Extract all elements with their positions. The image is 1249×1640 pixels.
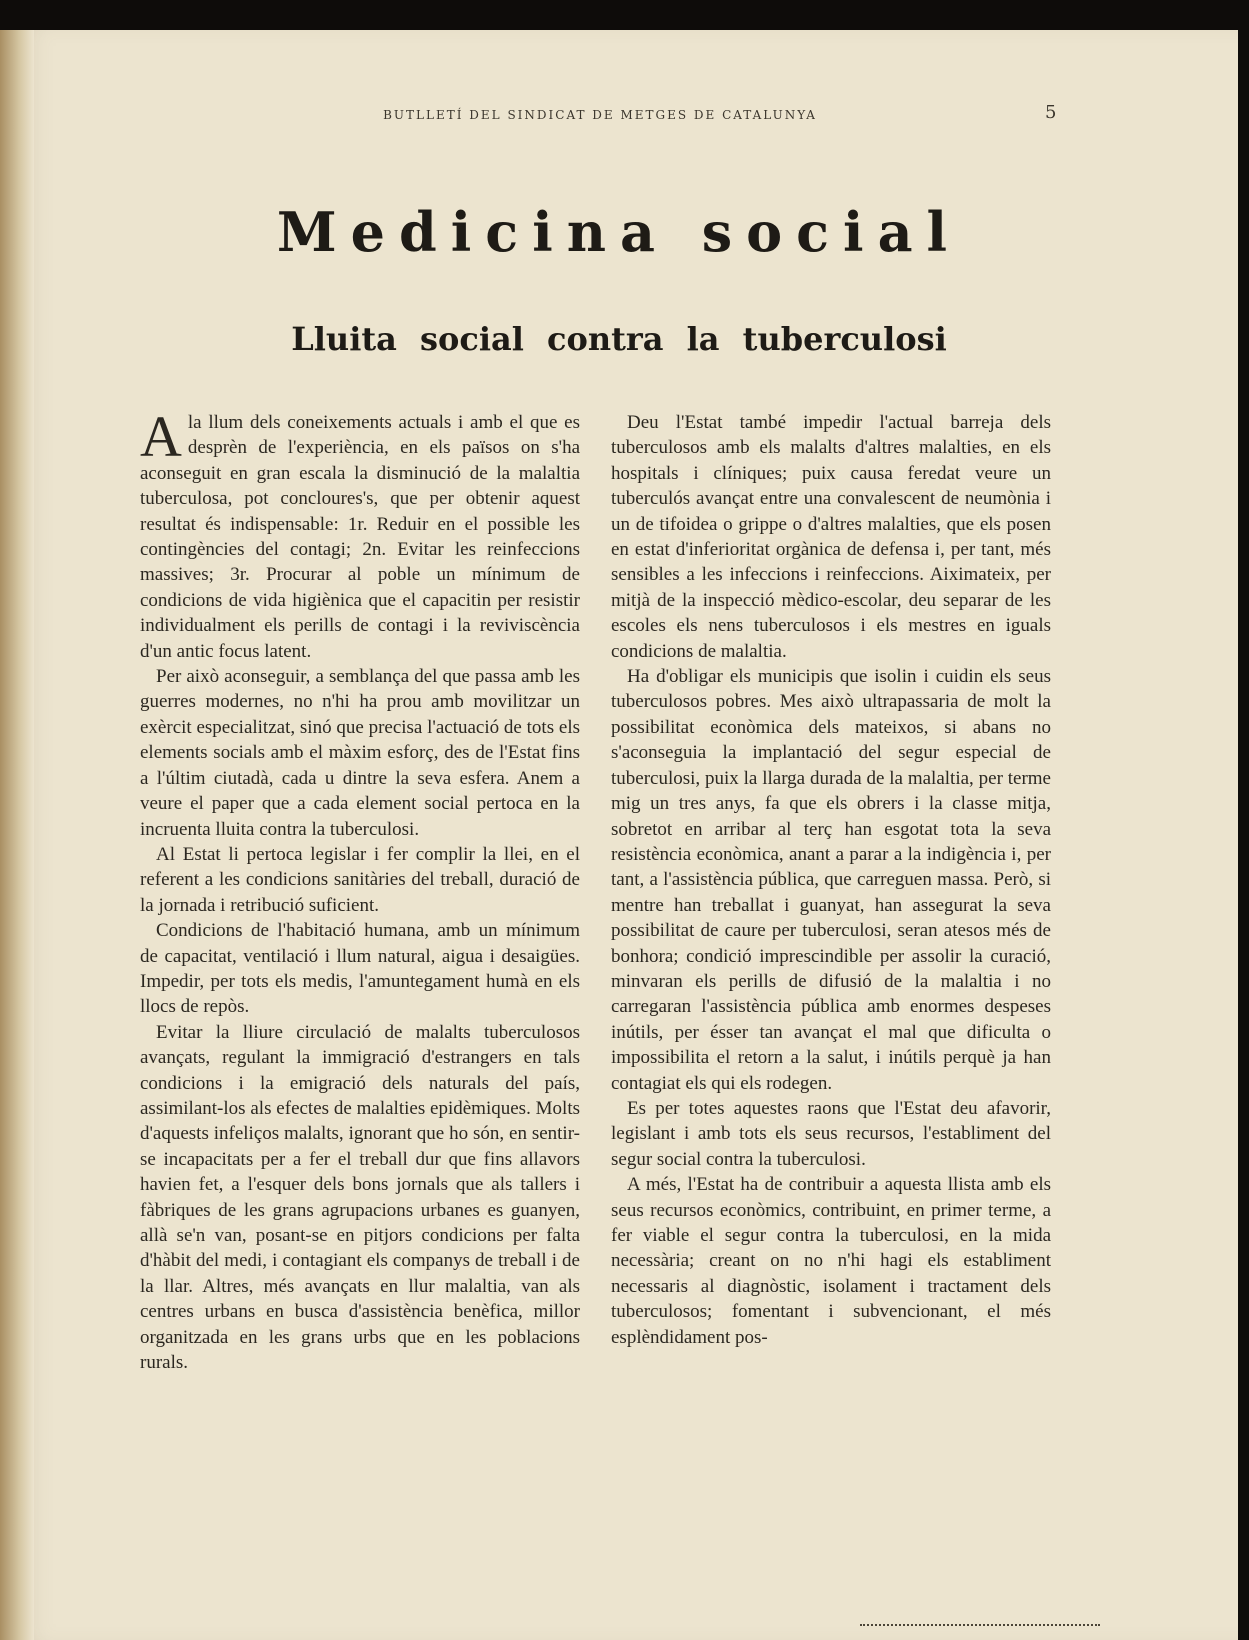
paragraph: Deu l'Estat també impedir l'actual barreja dels tuberculosos amb els malalts d'altres malalties, en els hospitals i clíniques; puix causa feredat veure un tuberculós avançat entre una convalescent de neumònia i un de tifoidea o grippe o d'altres malalties, que els posen en estat d'inferioritat orgànica de defensa i, per tant, més sensibles a les infeccions i reinfeccions. Aiximateix, per mitjà de la inspecció mèdico-escolar, deu separar de les escoles els nens tuberculosos i els mestres en iguals condicions de malaltia. xyxy=(611,412,1051,662)
page-number: 5 xyxy=(1045,102,1057,123)
right-column xyxy=(611,410,1051,1350)
paragraph: Per això aconseguir, a semblança del que passa amb les guerres modernes, no n'hi ha prou amb movilitzar un exèrcit especialitzat, sinó que precisa l'actuació de tots els elements socials amb el màxim esforç, des de l'Estat fins a l'últim ciutadà, cada u dintre la seva esfera. Anem a veure el paper que a cada element social pertoca en la incruenta lluita contra la tuberculosi. xyxy=(140,666,580,840)
paragraph: Al Estat li pertoca legislar i fer complir la llei, en el referent a les condicions sanitàries del treball, duració de la jornada i retribució suficient. xyxy=(140,843,580,916)
paragraph: A més, l'Estat ha de contribuir a aquesta llista amb els seus recursos econòmics, contribuint, en primer terme, a fer viable el segur contra la tuberculosi, en la mida necessària; creant on no n'hi hagi els establiment necessaris al diagnòstic, isolament i tractament dels tuberculosos; fomentant i subvencionant, el més esplèndidament pos- xyxy=(611,1174,1051,1348)
running-head: BUTLLETÍ DEL SINDICAT DE METGES DE CATALUNYA xyxy=(383,108,817,122)
paragraph: Condicions de l'habitació humana, amb un mínimum de capacitat, ventilació i llum natural, aigua i desaigües. Impedir, per tots els medis, l'amuntegament humà en els llocs de repòs. xyxy=(140,920,580,1018)
paragraph: Evitar la lliure circulació de malalts tuberculosos avançats, regulant la immigració d'estrangers en tals condicions i la emigració dels naturals del país, assimilant-los als efectes de malalties epidèmiques. Molts d'aquests infeliços malalts, ignorant que ho són, en sentir-se incapacitats per a fer el treball dur que fins allavors havien fet, a l'esquer dels bons jornals que als tallers i fàbriques de les grans agrupacions urbanes es guanyen, allà se'n van, posant-se en pitjors condicions per falta d'hàbit del medi, i contagiant els companys de treball i de la llar. Altres, més avançats en llur malaltia, van als centres urbans en busca d'assistència benèfica, millor organitzada en les grans urbs que en les poblacions rurals. xyxy=(140,1021,580,1374)
document-page xyxy=(0,30,1238,1640)
article-title: Medicina social xyxy=(276,200,962,264)
article-subtitle: Lluita social contra la tuberculosi xyxy=(291,320,947,358)
page-binding-shadow xyxy=(0,30,34,1640)
paragraph-text: la llum dels coneixements actuals i amb el que es desprèn de l'experiència, en els països on s'ha aconseguit en gran escala la disminució de la malaltia tuberculosa, pot concloures's, que per obtenir aquest resultat és indispensable: 1r. Reduir en el possible les contingències del contagi; 2n. Evitar les reinfeccions massives; 3r. Procurar al poble un mínimum de condicions de vida higiènica que el capacitin per resistir individualment els perills de contagi i la reviviscència d'un antic focus latent. xyxy=(140,412,580,662)
paragraph: Ha d'obligar els municipis que isolin i cuidin els seus tuberculosos pobres. Mes això ultrapassaria de molt la possibilitat econòmica dels mateixos, si abans no s'aconseguia la implantació del segur especial de tuberculosi, puix la llarga durada de la malaltia, per terme mig un tres anys, fa que els obrers i la classe mitja, sobretot en arribar al terç han esgotat tota la seva resistència econòmica, anant a parar a la indigència i, per tant, a l'assistència pública, que carreguen massa. Però, si mentre han treballat i guanyat, han assegurat la seva possibilitat de caure per tuberculosi, seran atesos més de bonhora; condició imprescindible per assolir la curació, minvaran els perills de difusió de la malaltia i no carregaran l'assistència pública amb enormes despeses inútils, per ésser tan avançat el mal que dificulta o impossibilita el retorn a la salut, i inútils perquè ja han contagiat els qui els rodegen. xyxy=(611,666,1051,1094)
bottom-dotted-rule xyxy=(860,1620,1100,1626)
paragraph xyxy=(140,404,580,664)
drop-cap: A xyxy=(140,404,182,469)
left-column xyxy=(140,404,580,1375)
paragraph: Es per totes aquestes raons que l'Estat deu afavorir, legislant i amb tots els seus recursos, l'establiment del segur social contra la tuberculosi. xyxy=(611,1097,1051,1170)
